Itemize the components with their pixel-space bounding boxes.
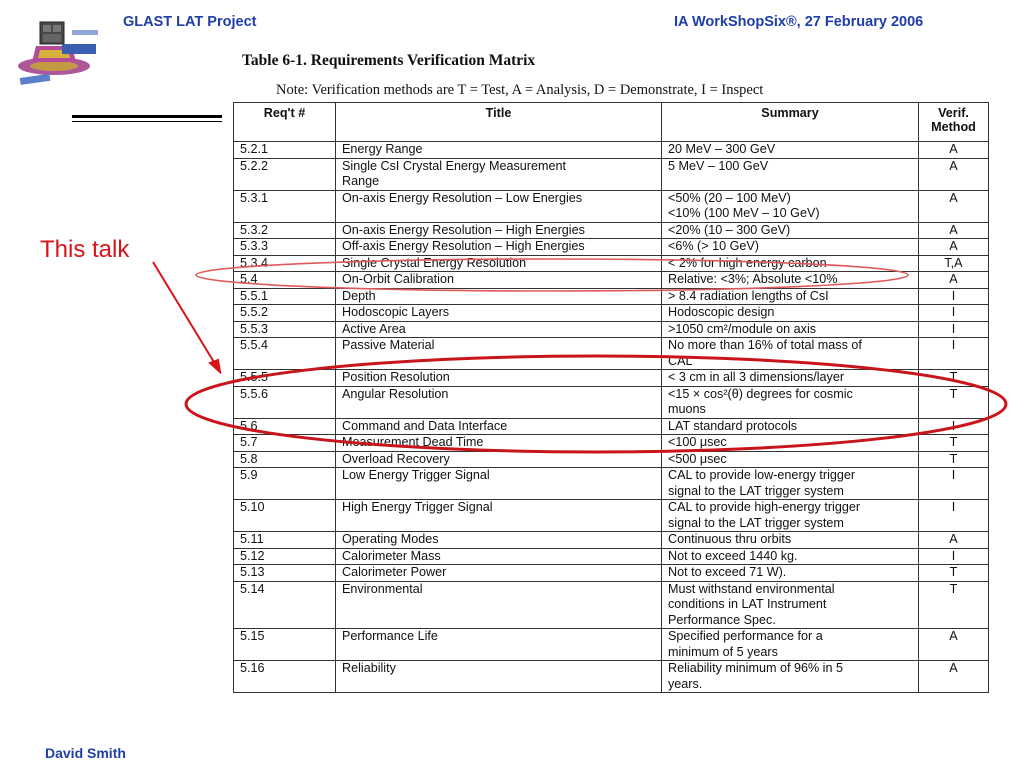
cell-title-line: On-axis Energy Resolution – Low Energies [342, 190, 583, 205]
cell-summary-line: <15 × cos²(θ) degrees for cosmic [668, 386, 853, 401]
cell-title [336, 661, 662, 693]
cell-title [336, 255, 662, 272]
divider-line-top [72, 115, 222, 118]
cell-verif-method: A [919, 222, 989, 239]
table-row [234, 338, 989, 370]
cell-title-line: Calorimeter Power [342, 565, 447, 579]
callout-arrowhead [210, 360, 220, 372]
cell-verif-method: T,A [919, 255, 989, 272]
cell-summary-line: 20 MeV – 300 GeV [668, 142, 776, 156]
cell-summary-line: Not to exceed 71 W). [668, 565, 787, 579]
cell-summary [662, 548, 919, 565]
cell-title-line: Reliability [342, 661, 396, 675]
cell-title [336, 451, 662, 468]
cell-title-line: Active Area [342, 321, 406, 336]
table-row [234, 255, 989, 272]
cell-title [336, 468, 662, 500]
cell-title [336, 565, 662, 582]
column-header-method: Verif. Method [919, 103, 989, 142]
cell-verif-method: I [919, 548, 989, 565]
cell-summary [662, 370, 919, 387]
cell-title-line: Command and Data Interface [342, 418, 508, 433]
table-row [234, 222, 989, 239]
cell-title [336, 272, 662, 289]
cell-summary [662, 222, 919, 239]
cell-summary-line: conditions in LAT Instrument [668, 597, 827, 611]
cell-req-number: 5.3.1 [234, 190, 336, 222]
cell-title [336, 190, 662, 222]
table-row [234, 451, 989, 468]
cell-verif-method: A [919, 190, 989, 222]
cell-req-number: 5.11 [234, 532, 336, 549]
cell-req-number: 5.5.5 [234, 370, 336, 387]
cell-title-line: On-Orbit Calibration [342, 272, 454, 286]
cell-summary [662, 255, 919, 272]
cell-summary [662, 581, 919, 629]
cell-verif-method: T [919, 565, 989, 582]
cell-title-line: Operating Modes [342, 532, 439, 546]
column-header-req: Req't # [234, 103, 336, 142]
cell-summary-line: <20% (10 – 300 GeV) [668, 222, 791, 237]
cell-summary-line: CAL to provide high-energy trigger [668, 500, 861, 514]
table-row [234, 418, 989, 435]
cell-verif-method: A [919, 158, 989, 190]
cell-summary-line: 5 MeV – 100 GeV [668, 158, 769, 173]
table-row [234, 500, 989, 532]
cell-req-number: 5.5.2 [234, 305, 336, 322]
cell-title-line: Calorimeter Mass [342, 548, 441, 563]
cell-req-number: 5.7 [234, 435, 336, 452]
cell-title [336, 288, 662, 305]
cell-verif-method: I [919, 468, 989, 500]
cell-req-number: 5.8 [234, 451, 336, 468]
table-row [234, 548, 989, 565]
table-row [234, 661, 989, 693]
cell-req-number: 5.13 [234, 565, 336, 582]
cell-verif-method: I [919, 500, 989, 532]
cell-summary [662, 565, 919, 582]
table-row [234, 629, 989, 661]
cell-summary [662, 500, 919, 532]
header-project-title: GLAST LAT Project [123, 14, 257, 30]
cell-summary-line: CAL to provide low-energy trigger [668, 468, 856, 482]
cell-verif-method: I [919, 321, 989, 338]
cell-req-number: 5.2.1 [234, 142, 336, 159]
cell-title-line: Passive Material [342, 338, 435, 352]
cell-title [336, 142, 662, 159]
cell-verif-method: A [919, 532, 989, 549]
cell-summary-line: LAT standard protocols [668, 418, 798, 433]
cell-summary [662, 272, 919, 289]
cell-verif-method: A [919, 272, 989, 289]
cell-summary-line: < 2% for high energy carbon [668, 255, 827, 270]
cell-req-number: 5.3.4 [234, 255, 336, 272]
cell-summary-line: Reliability minimum of 96% in 5 [668, 661, 843, 675]
cell-title-line: Measurement Dead Time [342, 435, 484, 449]
table-caption: Table 6-1. Requirements Verification Matrix [242, 52, 536, 69]
cell-verif-method: T [919, 370, 989, 387]
cell-summary-line: <10% (100 MeV – 10 GeV) [668, 206, 820, 220]
cell-summary [662, 239, 919, 256]
cell-summary-line: No more than 16% of total mass of [668, 338, 862, 352]
cell-summary-line: <500 μsec [668, 451, 727, 466]
cell-verif-method: T [919, 451, 989, 468]
cell-req-number: 5.4 [234, 272, 336, 289]
table-row [234, 142, 989, 159]
cell-req-number: 5.15 [234, 629, 336, 661]
table-header-row [234, 103, 989, 142]
cell-verif-method: T [919, 435, 989, 452]
cell-title [336, 418, 662, 435]
cell-summary [662, 418, 919, 435]
cell-verif-method: I [919, 418, 989, 435]
cell-title [336, 158, 662, 190]
table-row [234, 288, 989, 305]
cell-summary-line: muons [668, 402, 706, 416]
cell-title [336, 386, 662, 418]
cell-req-number: 5.14 [234, 581, 336, 629]
cell-summary-line: Performance Spec. [668, 612, 776, 627]
cell-req-number: 5.3.3 [234, 239, 336, 256]
footer-author: David Smith [45, 745, 126, 761]
cell-title-line: High Energy Trigger Signal [342, 500, 493, 514]
table-row [234, 565, 989, 582]
cell-summary [662, 468, 919, 500]
cell-title [336, 239, 662, 256]
cell-title-line: Depth [342, 288, 376, 303]
cell-title-line: Performance Life [342, 629, 438, 643]
cell-title-line: On-axis Energy Resolution – High Energies [342, 222, 585, 237]
cell-verif-method: I [919, 305, 989, 322]
cell-req-number: 5.5.3 [234, 321, 336, 338]
table-row [234, 532, 989, 549]
cell-title-line: Overload Recovery [342, 451, 450, 466]
cell-req-number: 5.3.2 [234, 222, 336, 239]
cell-req-number: 5.10 [234, 500, 336, 532]
cell-req-number: 5.16 [234, 661, 336, 693]
cell-summary [662, 158, 919, 190]
cell-summary-line: signal to the LAT trigger system [668, 483, 844, 498]
table-row [234, 239, 989, 256]
cell-title [336, 629, 662, 661]
cell-summary-line: Hodoscopic design [668, 305, 775, 319]
cell-summary-line: Relative: <3%; Absolute <10% [668, 272, 838, 286]
cell-summary [662, 305, 919, 322]
cell-summary [662, 190, 919, 222]
cell-title [336, 500, 662, 532]
cell-title [336, 581, 662, 629]
cell-verif-method: T [919, 386, 989, 418]
table-note: Note: Verification methods are T = Test, A = Analysis, D = Demonstrate, I = Inspect [276, 82, 764, 98]
cell-title-line: Low Energy Trigger Signal [342, 468, 490, 482]
cell-summary-line: Not to exceed 1440 kg. [668, 548, 798, 563]
cell-req-number: 5.5.1 [234, 288, 336, 305]
requirements-table [233, 102, 989, 693]
cell-title-line: Energy Range [342, 142, 423, 156]
cell-title [336, 548, 662, 565]
cell-summary-line: >1050 cm²/module on axis [668, 321, 817, 336]
cell-summary-line: <50% (20 – 100 MeV) [668, 190, 791, 205]
cell-summary [662, 629, 919, 661]
cell-verif-method: A [919, 629, 989, 661]
table-row [234, 386, 989, 418]
cell-title [336, 370, 662, 387]
cell-title [336, 435, 662, 452]
cell-summary [662, 338, 919, 370]
glast-satellite-logo-icon [14, 16, 112, 86]
cell-summary [662, 532, 919, 549]
table-row [234, 435, 989, 452]
table-row [234, 581, 989, 629]
cell-summary [662, 288, 919, 305]
column-header-summary: Summary [662, 103, 919, 142]
cell-summary-line: minimum of 5 years [668, 644, 778, 659]
cell-summary [662, 435, 919, 452]
cell-verif-method: A [919, 239, 989, 256]
divider-line-bottom [72, 121, 222, 122]
cell-summary [662, 661, 919, 693]
cell-title-line: Single CsI Crystal Energy Measurement [342, 158, 566, 173]
cell-summary-line: signal to the LAT trigger system [668, 515, 844, 530]
cell-summary-line: Must withstand environmental [668, 581, 835, 596]
cell-title [336, 532, 662, 549]
cell-title-line: Single Crystal Energy Resolution [342, 255, 527, 270]
cell-title [336, 338, 662, 370]
table-row [234, 321, 989, 338]
cell-title-line: Angular Resolution [342, 386, 449, 401]
cell-title [336, 305, 662, 322]
cell-verif-method: A [919, 661, 989, 693]
cell-summary [662, 451, 919, 468]
table-row [234, 190, 989, 222]
table-row [234, 158, 989, 190]
cell-verif-method: T [919, 581, 989, 629]
cell-summary-line: <100 μsec [668, 435, 727, 449]
cell-summary-line: <6% (> 10 GeV) [668, 239, 760, 253]
cell-verif-method: I [919, 338, 989, 370]
cell-summary-line: Specified performance for a [668, 629, 823, 643]
cell-title [336, 321, 662, 338]
cell-req-number: 5.6 [234, 418, 336, 435]
cell-title-line: Off-axis Energy Resolution – High Energies [342, 239, 585, 253]
cell-title-line: Hodoscopic Layers [342, 305, 450, 319]
cell-summary [662, 321, 919, 338]
table-row [234, 305, 989, 322]
cell-title-line: Position Resolution [342, 370, 450, 384]
cell-req-number: 5.9 [234, 468, 336, 500]
cell-req-number: 5.12 [234, 548, 336, 565]
cell-verif-method: A [919, 142, 989, 159]
column-header-title: Title [336, 103, 662, 142]
callout-arrow [153, 262, 220, 372]
cell-title-line: Range [342, 174, 380, 188]
cell-req-number: 5.5.4 [234, 338, 336, 370]
cell-req-number: 5.5.6 [234, 386, 336, 418]
cell-title-line: Environmental [342, 581, 423, 596]
cell-title [336, 222, 662, 239]
table-row [234, 370, 989, 387]
cell-summary [662, 142, 919, 159]
callout-label: This talk [40, 236, 130, 263]
header-event-date: IA WorkShopSix®, 27 February 2006 [674, 14, 924, 30]
cell-summary-line: < 3 cm in all 3 dimensions/layer [668, 370, 845, 384]
cell-summary-line: Continuous thru orbits [668, 532, 792, 546]
table-row [234, 468, 989, 500]
cell-summary-line: > 8.4 radiation lengths of CsI [668, 288, 829, 303]
table-row [234, 272, 989, 289]
cell-summary-line: years. [668, 676, 703, 691]
cell-summary-line: CAL [668, 353, 693, 368]
cell-req-number: 5.2.2 [234, 158, 336, 190]
cell-verif-method: I [919, 288, 989, 305]
cell-summary [662, 386, 919, 418]
